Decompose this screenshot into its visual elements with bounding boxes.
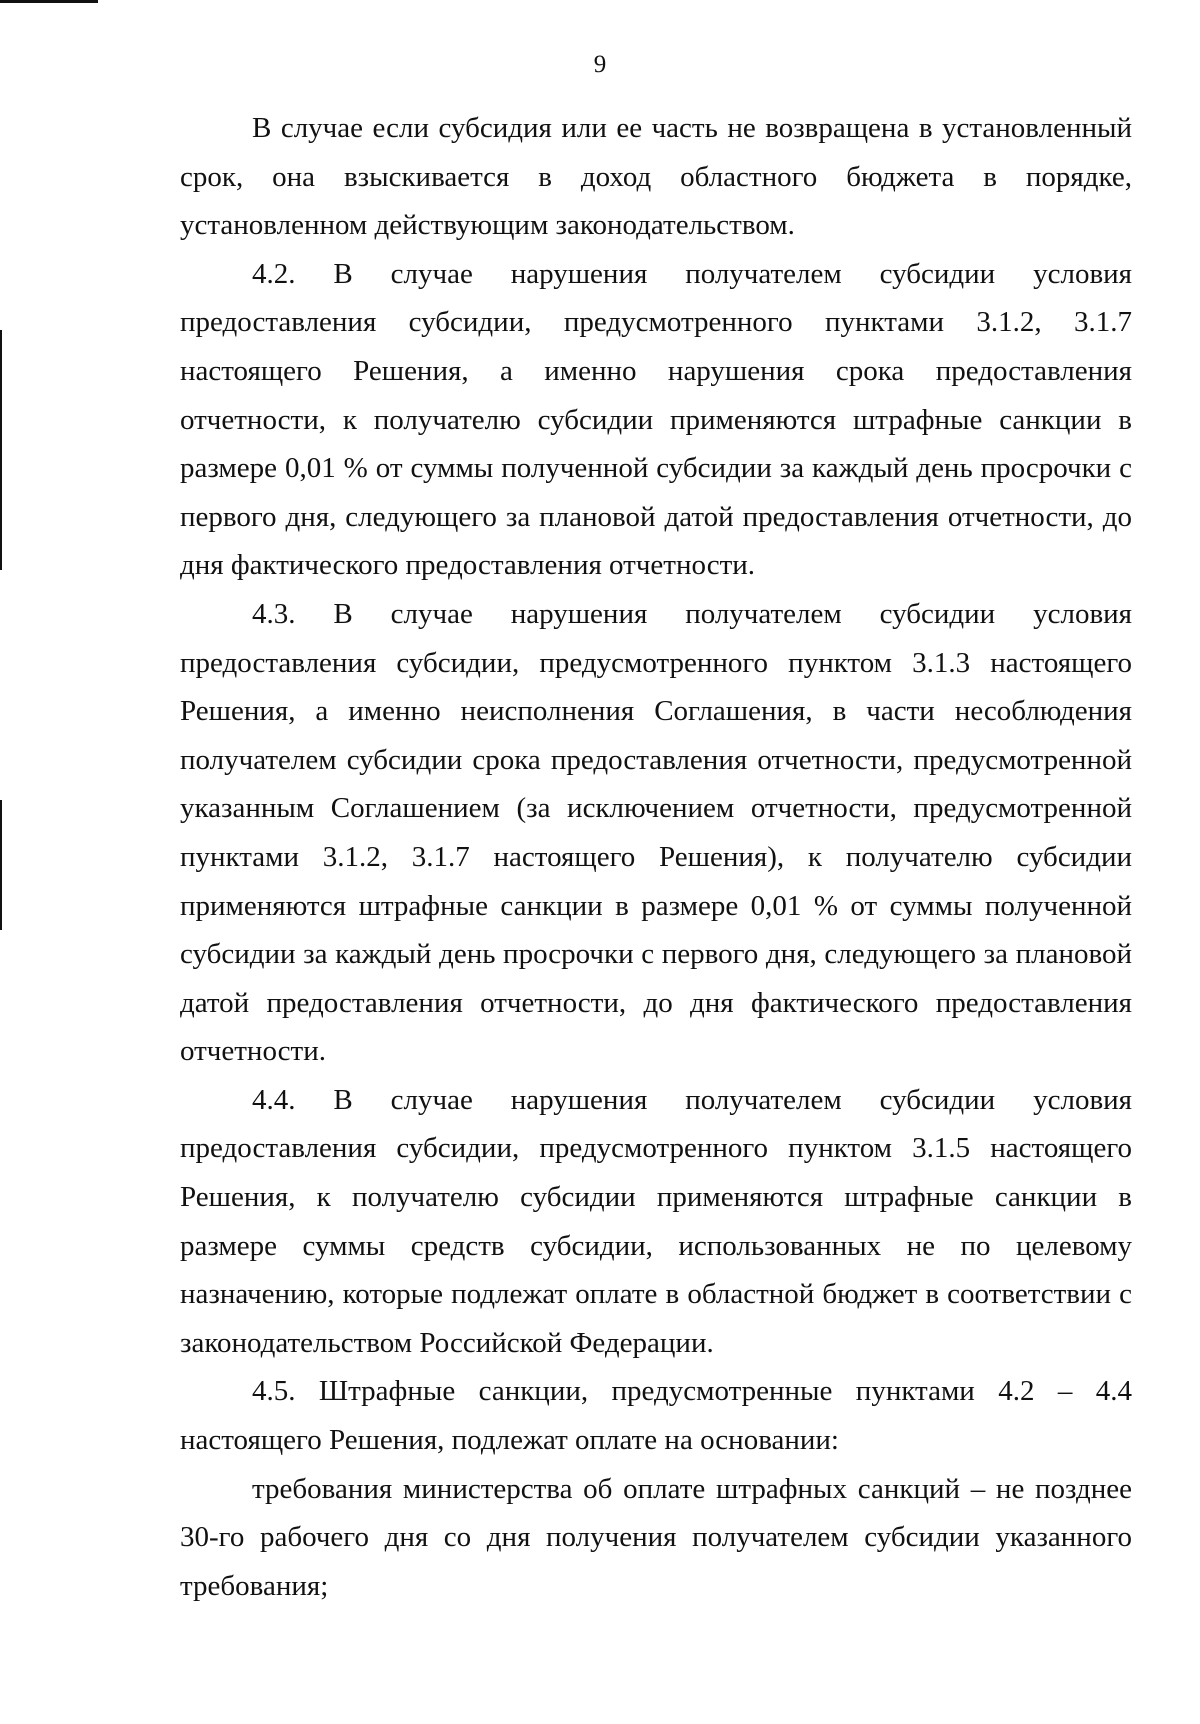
page-number: 9 <box>593 51 607 78</box>
paragraph-4-4: 4.4. В случае нарушения получателем субсидии условия предоставления субсидии, предусмотренного пунктом 3.1.5 настоящего Решения, к получателю субсидии применяются штрафные санкции в размере суммы средств субсидии, использованных не по целевому назначению, которые подлежат оплате в областной бюджет в соответствии с законодательством Российской Федерации. <box>180 1083 1132 1359</box>
scan-edge-mark <box>0 0 98 3</box>
paragraph-4-2: 4.2. В случае нарушения получателем субсидии условия предоставления субсидии, предусмотренного пунктами 3.1.2, 3.1.7 настоящего Решения, а именно нарушения срока предоставления отчетности, к получателю субсидии применяются штрафные санкции в размере 0,01 % от суммы полученной субсидии за каждый день просрочки с первого дня, следующего за плановой датой предоставления отчетности, до дня фактического предоставления отчетности. <box>180 257 1132 582</box>
document-body <box>180 104 1132 1610</box>
paragraph-4-5: 4.5. Штрафные санкции, предусмотренные пунктами 4.2 – 4.4 настоящего Решения, подлежат оплате на основании: <box>180 1375 1132 1457</box>
scan-edge-mark <box>0 330 2 570</box>
paragraph-subsidy-recovery: В случае если субсидия или ее часть не возвращена в установленный срок, она взыскивается в доход областного бюджета в порядке, установленном действующим законодательством. <box>180 112 1132 242</box>
paragraph-ministry-requirement: требования министерства об оплате штрафных санкций – не позднее 30-го рабочего дня со дня получения получателем субсидии указанного требования; <box>180 1472 1132 1602</box>
scan-edge-mark <box>0 800 2 930</box>
paragraph-4-3: 4.3. В случае нарушения получателем субсидии условия предоставления субсидии, предусмотренного пунктом 3.1.3 настоящего Решения, а именно неисполнения Соглашения, в части несоблюдения получателем субсидии срока предоставления отчетности, предусмотренной указанным Соглашением (за исключением отчетности, предусмотренной пунктами 3.1.2, 3.1.7 настоящего Решения), к получателю субсидии применяются штрафные санкции в размере 0,01 % от суммы полученной субсидии за каждый день просрочки с первого дня, следующего за плановой датой предоставления отчетности, до дня фактического предоставления отчетности. <box>180 597 1132 1068</box>
